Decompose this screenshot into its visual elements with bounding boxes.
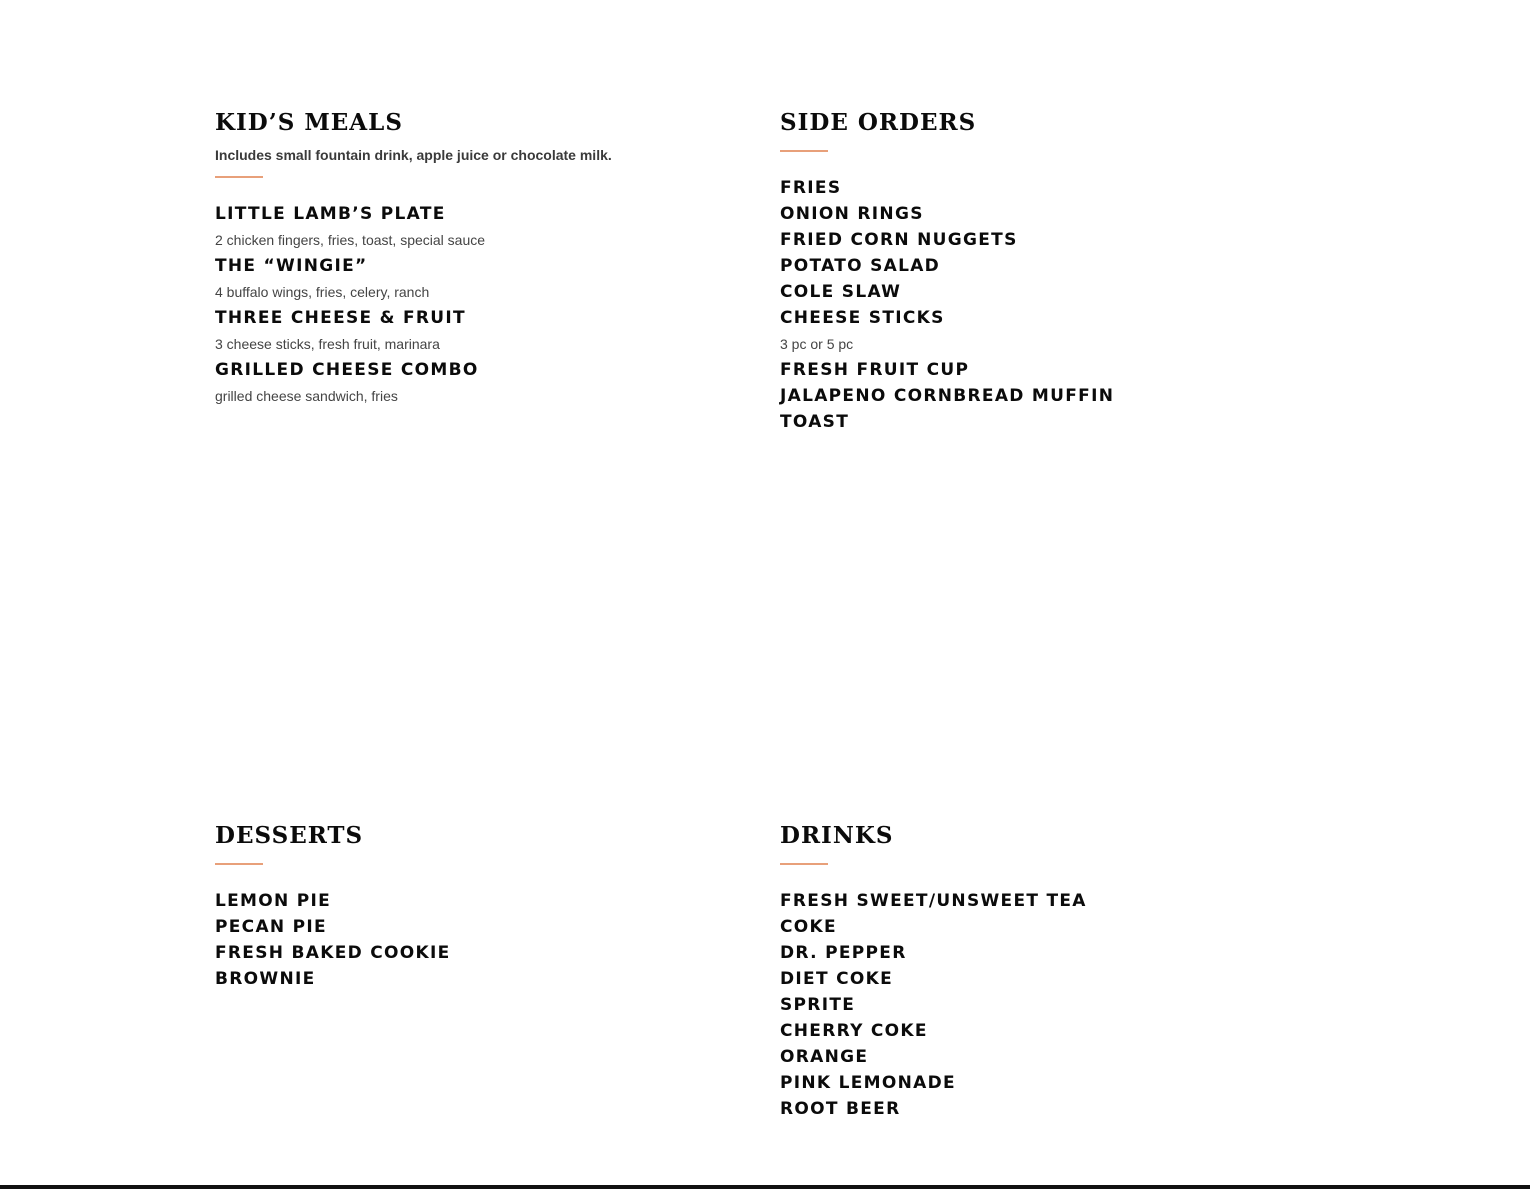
menu-item-name: DR. PEPPER	[780, 943, 907, 963]
menu-item	[780, 940, 1300, 966]
section-subtitle: Includes small fountain drink, apple juice or chocolate milk.	[215, 147, 612, 163]
menu-item-list	[780, 175, 1300, 435]
menu-item-name: TOAST	[780, 412, 850, 432]
menu-item	[780, 201, 1300, 227]
menu-item-name: CHERRY COKE	[780, 1021, 928, 1041]
menu-item	[215, 357, 735, 409]
menu-item	[780, 966, 1300, 992]
menu-item-name: JALAPENO CORNBREAD MUFFIN	[780, 386, 1115, 406]
menu-item-name: ROOT BEER	[780, 1099, 901, 1119]
menu-item-list	[780, 888, 1300, 1122]
menu-item-name: ONION RINGS	[780, 204, 924, 224]
desserts-section	[215, 821, 735, 992]
section-title: KID’S MEALS	[215, 109, 403, 136]
accent-divider	[780, 863, 828, 865]
menu-item-name: THREE CHEESE & FRUIT	[215, 308, 466, 328]
menu-item-name: ORANGE	[780, 1047, 869, 1067]
menu-item-name: FRESH SWEET/UNSWEET TEA	[780, 891, 1087, 911]
menu-item-description: 2 chicken fingers, fries, toast, special sauce	[215, 232, 486, 248]
menu-item-name: SPRITE	[780, 995, 856, 1015]
menu-item	[780, 1070, 1300, 1096]
menu-item	[780, 227, 1300, 253]
menu-item	[780, 253, 1300, 279]
menu-item	[780, 992, 1300, 1018]
menu-item	[215, 201, 735, 253]
menu-item	[215, 940, 735, 966]
menu-item-name: FRESH FRUIT CUP	[780, 360, 970, 380]
section-title: DRINKS	[780, 822, 894, 849]
menu-item-name: FRIES	[780, 178, 842, 198]
menu-item	[780, 888, 1300, 914]
menu-item	[780, 1044, 1300, 1070]
menu-item	[215, 914, 735, 940]
accent-divider	[215, 863, 263, 865]
menu-item	[215, 888, 735, 914]
drinks-section	[780, 821, 1300, 1122]
menu-item	[780, 914, 1300, 940]
kids-meals-section	[215, 108, 735, 409]
menu-item	[780, 175, 1300, 201]
menu-item	[780, 409, 1300, 435]
menu-item-name: FRESH BAKED COOKIE	[215, 943, 451, 963]
menu-item	[215, 253, 735, 305]
menu-item-description: grilled cheese sandwich, fries	[215, 388, 398, 404]
menu-item-name: COKE	[780, 917, 837, 937]
menu-item	[780, 357, 1300, 383]
menu-item-list	[215, 888, 735, 992]
menu-item	[780, 1018, 1300, 1044]
menu-item-name: GRILLED CHEESE COMBO	[215, 360, 479, 380]
side-orders-section	[780, 108, 1300, 435]
menu-item	[215, 305, 735, 357]
menu-item-name: LITTLE LAMB’S PLATE	[215, 204, 446, 224]
menu-item	[780, 305, 1300, 357]
menu-item	[780, 279, 1300, 305]
menu-item-description: 3 cheese sticks, fresh fruit, marinara	[215, 336, 440, 352]
menu-item-name: THE “WINGIE”	[215, 256, 368, 276]
menu-item-description: 3 pc or 5 pc	[780, 336, 854, 352]
menu-item-list	[215, 201, 735, 409]
section-title: DESSERTS	[215, 822, 364, 849]
section-title: SIDE ORDERS	[780, 109, 977, 136]
menu-item-name: FRIED CORN NUGGETS	[780, 230, 1018, 250]
accent-divider	[215, 176, 263, 178]
menu-item-name: LEMON PIE	[215, 891, 332, 911]
menu-item-name: PECAN PIE	[215, 917, 327, 937]
menu-item	[780, 383, 1300, 409]
accent-divider	[780, 150, 828, 152]
menu-item-name: COLE SLAW	[780, 282, 902, 302]
footer-bar	[0, 1185, 1530, 1189]
menu-item-name: BROWNIE	[215, 969, 316, 989]
menu-item-name: PINK LEMONADE	[780, 1073, 956, 1093]
menu-item-name: POTATO SALAD	[780, 256, 941, 276]
menu-item-name: CHEESE STICKS	[780, 308, 945, 328]
menu-item-description: 4 buffalo wings, fries, celery, ranch	[215, 284, 430, 300]
menu-item-name: DIET COKE	[780, 969, 893, 989]
menu-item	[215, 966, 735, 992]
menu-item	[780, 1096, 1300, 1122]
